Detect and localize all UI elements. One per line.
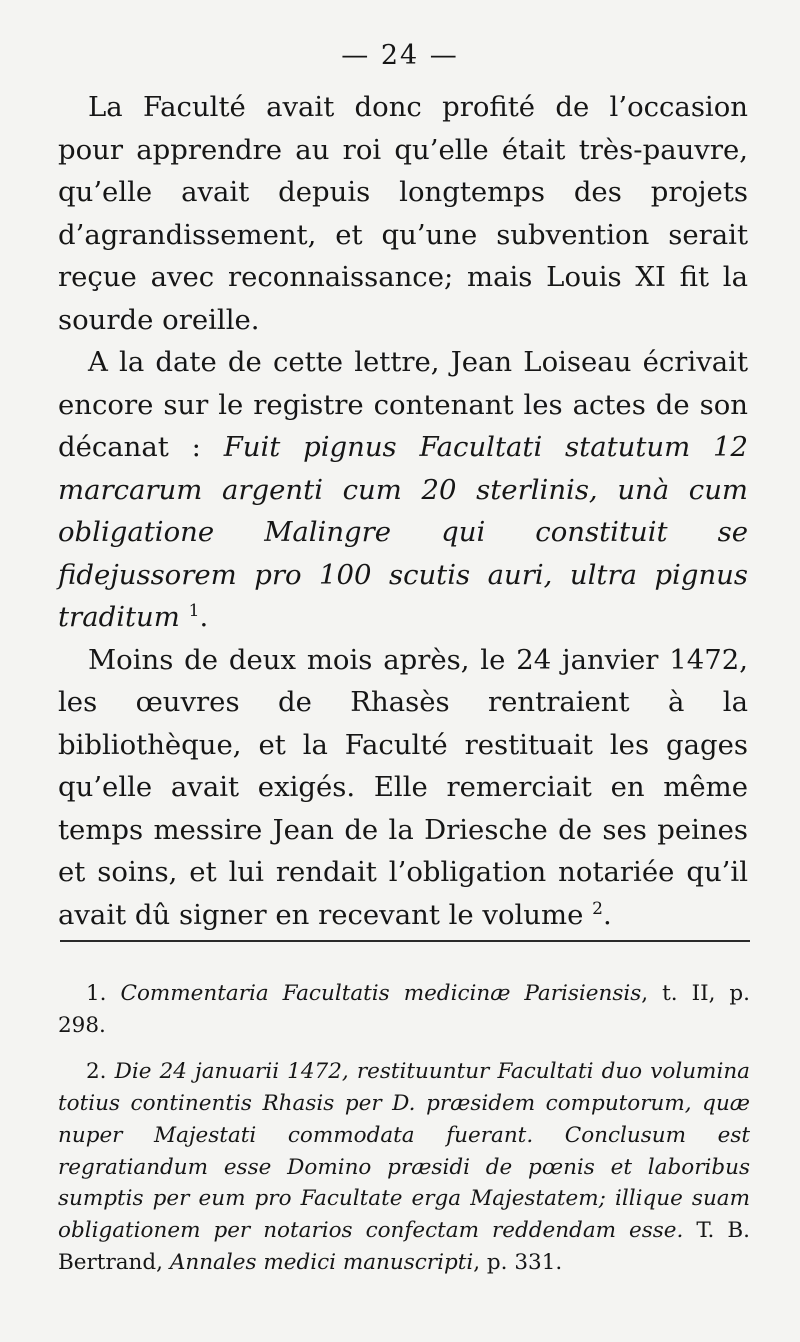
footnote-1 (58, 978, 750, 1041)
footnote-2-number: 2. (86, 1059, 115, 1085)
paragraph-2-intro: A la date de cette lettre, Jean Loiseau écrivait encore sur le registre contenant les actes de son décanat : (58, 346, 748, 463)
paragraph-3 (58, 639, 748, 937)
paragraph-3-end: . (602, 898, 612, 931)
latin-quotation: Fuit pignus Facultati statutum 12 marcarum argenti cum 20 sterlinis, unà cum obligatione Malingre qui constituit se fidejussorem pro 100 scutis auri, ultra pignus traditum (58, 431, 748, 633)
footnote-2 (58, 1056, 750, 1278)
paragraph-2-end: . (199, 601, 209, 633)
page-number: — 24 — (341, 40, 459, 71)
footnote-2-work: Annales medici manuscripti (169, 1249, 474, 1275)
footnote-1-number: 1. (86, 981, 121, 1006)
footnote-ref-1: 1 (188, 600, 200, 621)
footnote-1-title: Commentaria Facultatis medicinæ Parisiensis (120, 981, 642, 1006)
footnote-2-author: T. B. Bertrand, (58, 1217, 750, 1275)
paragraph-2 (58, 341, 748, 639)
footnote-ref-2: 2 (592, 898, 603, 919)
paragraph-1: La Faculté avait donc profité de l’occasion pour apprendre au roi qu’elle était très-pauvre, qu’elle avait depuis longtemps des projets d’agrandissement, et qu’une subvention serait reçue avec reconnaissance; mais Louis XI fit la sourde oreille. (58, 91, 748, 336)
footnote-divider (60, 940, 750, 942)
paragraph-3-text: Moins de deux mois après, le 24 janvier 1472, les œuvres de Rhasès rentraient à la bibliothèque, et la Faculté restituait les gages qu’elle avait exigés. Elle remerciait en même temps messire Jean de la Driesche de ses peines et soins, et lui rendait l’obligation notariée qu’il avait dû signer en recevant le volume (58, 643, 748, 931)
footnote-2-quotation: Die 24 januarii 1472, restituuntur Facultati duo volumina totius continentis Rhasis per D. præsidem computorum, quæ nuper Majestati commodata fuerant. Conclusum est regratiandum esse Domino præsidi de pœnis et laboribus sumptis per eum pro Facultate erga Majestatem; illique suam obligationem per notarios confectam reddendam esse. (58, 1059, 750, 1243)
footnote-2-page: , p. 331. (473, 1249, 563, 1275)
footnote-1-reference: , t. II, p. 298. (58, 981, 750, 1038)
main-text (58, 86, 748, 936)
footnotes (58, 978, 750, 1278)
